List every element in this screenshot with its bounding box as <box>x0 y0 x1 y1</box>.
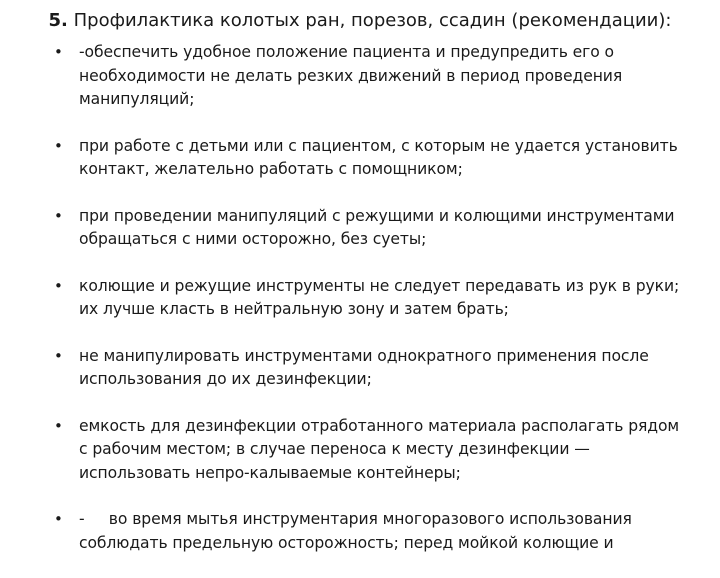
bullet-icon: • <box>54 136 63 155</box>
list-item <box>0 135 720 182</box>
list-item <box>0 345 720 392</box>
title-number: 5. <box>48 10 68 31</box>
list-item <box>0 205 720 252</box>
bullet-icon: • <box>54 43 63 61</box>
list-item-text: при работе с детьми или с пациентом, с которым не удается установить контакт, желательно работать с помощником; <box>79 136 678 178</box>
bullet-icon: • <box>54 346 63 365</box>
bullet-icon: • <box>54 416 63 435</box>
list-item <box>0 275 720 322</box>
list-item <box>0 41 720 112</box>
list-item-text: - во время мытья инструментария многоразового использования соблюдать предельную осторожность; перед мойкой колющие и <box>79 510 637 552</box>
slide-title <box>0 9 720 33</box>
list-item-text: емкость для дезинфекции отработанного материала располагать рядом с рабочим местом; в случае переноса к месту дезинфекции — использовать непро-калываемые контейнеры; <box>79 416 680 482</box>
bullet-icon: • <box>54 276 63 295</box>
list-item-text: при проведении манипуляций с режущими и колющими инструментами обращаться с ними осторожно, без суеты; <box>79 206 675 248</box>
recommendation-list <box>0 41 720 578</box>
list-item-text: не манипулировать инструментами однократного применения после использования до их дезинфекции; <box>79 346 649 388</box>
bullet-icon: • <box>54 206 63 225</box>
list-item-text: -обеспечить удобное положение пациента и предупредить его о необходимости не делать резких движений в период проведения манипуляций; <box>79 43 623 108</box>
list-item-text: колющие и режущие инструменты не следует передавать из рук в руки; их лучше класть в нейтральную зону и затем брать; <box>79 276 680 318</box>
title-text: Профилактика колотых ран, порезов, ссадин (рекомендации): <box>73 10 672 31</box>
list-item <box>0 415 720 486</box>
bullet-icon: • <box>54 510 63 528</box>
list-item <box>0 508 720 555</box>
